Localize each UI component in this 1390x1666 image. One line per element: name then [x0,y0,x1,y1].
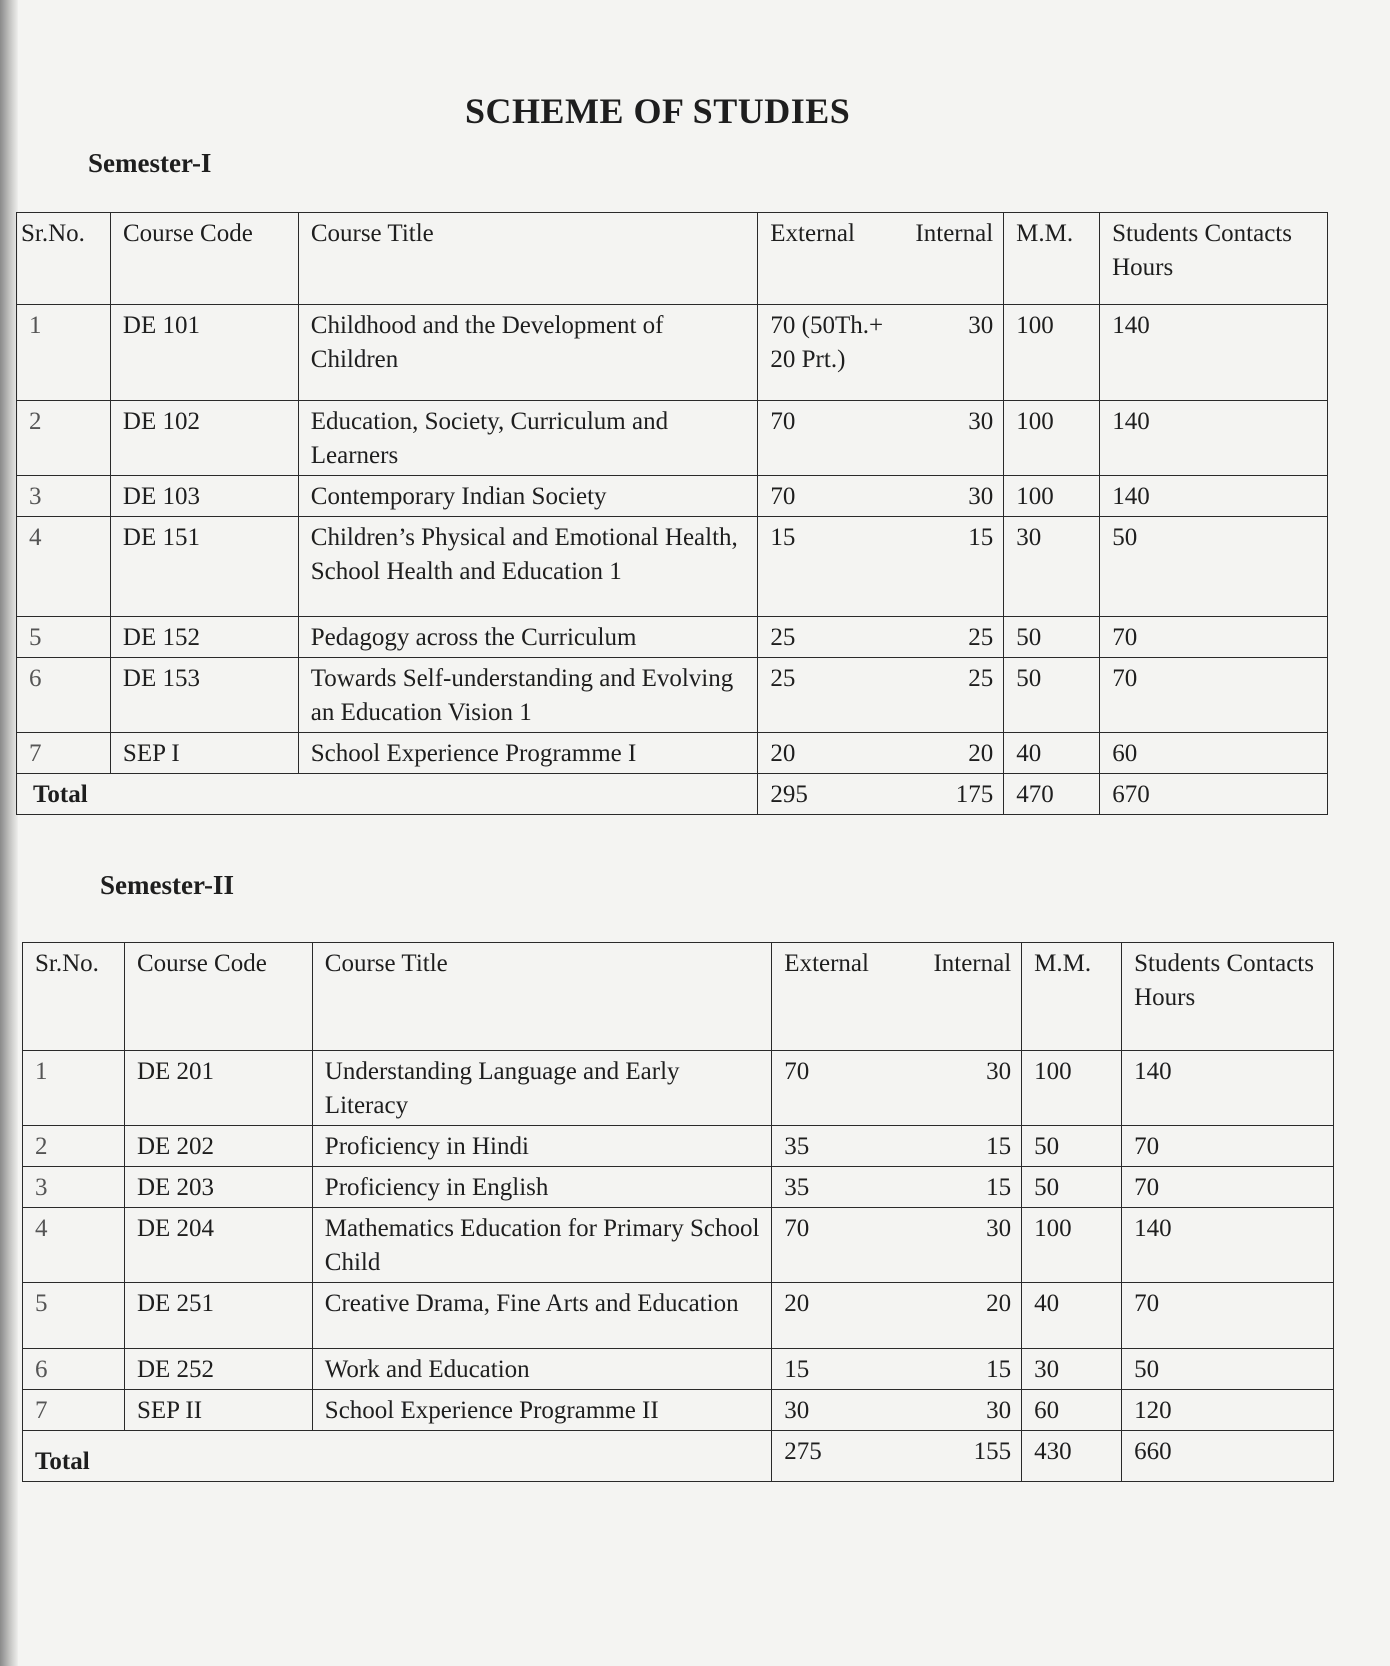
max-marks: 100 [1004,305,1100,401]
max-marks: 100 [1022,1208,1122,1283]
contact-hours: 140 [1122,1051,1334,1126]
external-marks: 70 [770,483,796,510]
external-internal [772,1051,1022,1126]
course-code: DE 252 [124,1349,312,1390]
course-title: Mathematics Education for Primary School Child [312,1208,772,1283]
course-title: School Experience Programme I [298,733,758,774]
sr-no: 7 [17,733,111,774]
header-sr-no: Sr.No. [23,943,125,1051]
external-marks: 70 (50Th.+ 20 Prt.) [770,312,884,373]
course-code: DE 201 [124,1051,312,1126]
header-external-internal [772,943,1022,1051]
internal-marks: 15 [986,1133,1012,1160]
contact-hours: 140 [1100,476,1328,517]
max-marks: 100 [1004,476,1100,517]
table-row [17,476,1328,517]
header-external: External [770,220,855,247]
header-mm: M.M. [1004,213,1100,305]
contact-hours: 140 [1100,305,1328,401]
max-marks: 50 [1004,617,1100,658]
semester-1-heading: Semester-I [88,148,212,178]
external-internal [758,476,1004,517]
table-row [17,517,1328,617]
internal-marks: 30 [968,483,994,510]
header-course-title: Course Title [298,213,757,305]
contact-hours: 50 [1100,517,1328,617]
total-internal: 175 [955,781,994,808]
external-marks: 25 [770,624,796,651]
sr-no: 2 [23,1126,125,1167]
max-marks: 30 [1004,517,1100,617]
max-marks: 50 [1022,1167,1122,1208]
course-code: DE 202 [124,1126,312,1167]
external-internal [772,1390,1022,1431]
course-title: Proficiency in English [312,1167,772,1208]
header-sr-no: Sr.No. [17,213,111,305]
table-header-row [23,943,1334,1051]
external-marks: 25 [770,665,796,692]
sr-no: 6 [17,658,111,733]
external-internal [758,617,1004,658]
max-marks: 40 [1004,733,1100,774]
course-code: DE 151 [110,517,298,617]
course-code: DE 204 [124,1208,312,1283]
course-code: SEP I [110,733,298,774]
total-row [17,774,1328,815]
course-title: Creative Drama, Fine Arts and Education [312,1283,772,1349]
semester-1-table [16,212,1328,305]
course-title: Pedagogy across the Curriculum [298,617,758,658]
external-marks: 35 [784,1133,810,1160]
table-row [23,1208,1334,1283]
total-internal: 155 [973,1438,1012,1465]
internal-marks: 30 [986,1397,1012,1424]
document-title: SCHEME OF STUDIES [465,91,851,131]
contact-hours: 140 [1122,1208,1334,1283]
table-row [17,305,1328,401]
external-internal [758,658,1004,733]
sr-no: 3 [17,476,111,517]
sr-no: 7 [23,1390,125,1431]
external-internal [758,517,1004,617]
header-course-code: Course Code [110,213,298,305]
internal-marks: 30 [986,1058,1012,1085]
sr-no: 4 [23,1208,125,1283]
external-marks: 35 [784,1174,810,1201]
sr-no: 1 [17,305,111,401]
internal-marks: 30 [968,312,994,339]
internal-marks: 30 [986,1215,1012,1242]
course-title: Understanding Language and Early Literacy [312,1051,772,1126]
total-external-internal [772,1431,1022,1482]
total-external: 275 [784,1438,822,1465]
external-marks: 20 [770,740,796,767]
semester-2-heading: Semester-II [100,870,234,900]
course-title: School Experience Programme II [312,1390,772,1431]
total-external: 295 [770,781,808,808]
max-marks: 100 [1022,1051,1122,1126]
table-row [23,1126,1334,1167]
semester-1-table-body [16,304,1328,815]
header-contact-hours: Students Contacts Hours [1100,213,1328,305]
external-marks: 15 [784,1356,810,1383]
max-marks: 50 [1004,658,1100,733]
header-course-code: Course Code [124,943,312,1051]
contact-hours: 70 [1100,617,1328,658]
max-marks: 60 [1022,1390,1122,1431]
course-title: Work and Education [312,1349,772,1390]
header-mm: M.M. [1022,943,1122,1051]
course-code: SEP II [124,1390,312,1431]
internal-marks: 30 [968,408,994,435]
table-row [23,1167,1334,1208]
course-code: DE 101 [110,305,298,401]
sr-no: 2 [17,401,111,476]
sr-no: 5 [17,617,111,658]
external-internal [772,1208,1022,1283]
total-label: Total [17,774,758,815]
header-course-title: Course Title [312,943,772,1051]
course-code: DE 251 [124,1283,312,1349]
external-internal [772,1349,1022,1390]
max-marks: 40 [1022,1283,1122,1349]
internal-marks: 20 [968,740,994,767]
table-header-row [17,213,1328,305]
max-marks: 30 [1022,1349,1122,1390]
external-internal [772,1126,1022,1167]
internal-marks: 25 [968,665,994,692]
course-title: Contemporary Indian Society [298,476,758,517]
total-mm: 430 [1022,1431,1122,1482]
external-internal [772,1283,1022,1349]
external-internal [758,305,1004,401]
table-row [23,1349,1334,1390]
header-internal: Internal [915,220,994,247]
contact-hours: 70 [1122,1283,1334,1349]
table-row [17,617,1328,658]
sr-no: 5 [23,1283,125,1349]
header-contact-hours: Students Contacts Hours [1122,943,1334,1051]
total-row [23,1431,1334,1482]
internal-marks: 15 [968,524,994,551]
external-marks: 20 [784,1290,810,1317]
table-row [23,1051,1334,1126]
total-mm: 470 [1004,774,1100,815]
external-marks: 70 [784,1215,810,1242]
sr-no: 1 [23,1051,125,1126]
total-external-internal [758,774,1004,815]
course-code: DE 153 [110,658,298,733]
table-row [17,401,1328,476]
max-marks: 50 [1022,1126,1122,1167]
contact-hours: 120 [1122,1390,1334,1431]
course-code: DE 103 [110,476,298,517]
internal-marks: 15 [986,1174,1012,1201]
course-title: Education, Society, Curriculum and Learners [298,401,758,476]
external-marks: 70 [784,1058,810,1085]
table-row [23,1283,1334,1349]
course-title: Proficiency in Hindi [312,1126,772,1167]
external-internal [758,733,1004,774]
total-hours: 670 [1100,774,1328,815]
course-code: DE 152 [110,617,298,658]
header-external-internal [758,213,1004,305]
contact-hours: 70 [1100,658,1328,733]
internal-marks: 15 [986,1356,1012,1383]
external-internal [772,1167,1022,1208]
contact-hours: 60 [1100,733,1328,774]
course-title: Children’s Physical and Emotional Health, School Health and Education 1 [298,517,758,617]
header-external: External [784,950,869,977]
contact-hours: 70 [1122,1167,1334,1208]
sr-no: 6 [23,1349,125,1390]
course-code: DE 203 [124,1167,312,1208]
table-row [17,658,1328,733]
course-title: Childhood and the Development of Children [298,305,758,401]
header-internal: Internal [933,950,1012,977]
max-marks: 100 [1004,401,1100,476]
external-marks: 30 [784,1397,810,1424]
sr-no: 3 [23,1167,125,1208]
semester-2-table [22,942,1334,1482]
total-label: Total [23,1431,772,1482]
contact-hours: 140 [1100,401,1328,476]
sr-no: 4 [17,517,111,617]
table-row [17,733,1328,774]
external-marks: 70 [770,408,796,435]
external-marks: 15 [770,524,796,551]
internal-marks: 25 [968,624,994,651]
external-internal [758,401,1004,476]
course-code: DE 102 [110,401,298,476]
contact-hours: 50 [1122,1349,1334,1390]
table-row [23,1390,1334,1431]
internal-marks: 20 [986,1290,1012,1317]
contact-hours: 70 [1122,1126,1334,1167]
total-hours: 660 [1122,1431,1334,1482]
course-title: Towards Self-understanding and Evolving an Education Vision 1 [298,658,758,733]
